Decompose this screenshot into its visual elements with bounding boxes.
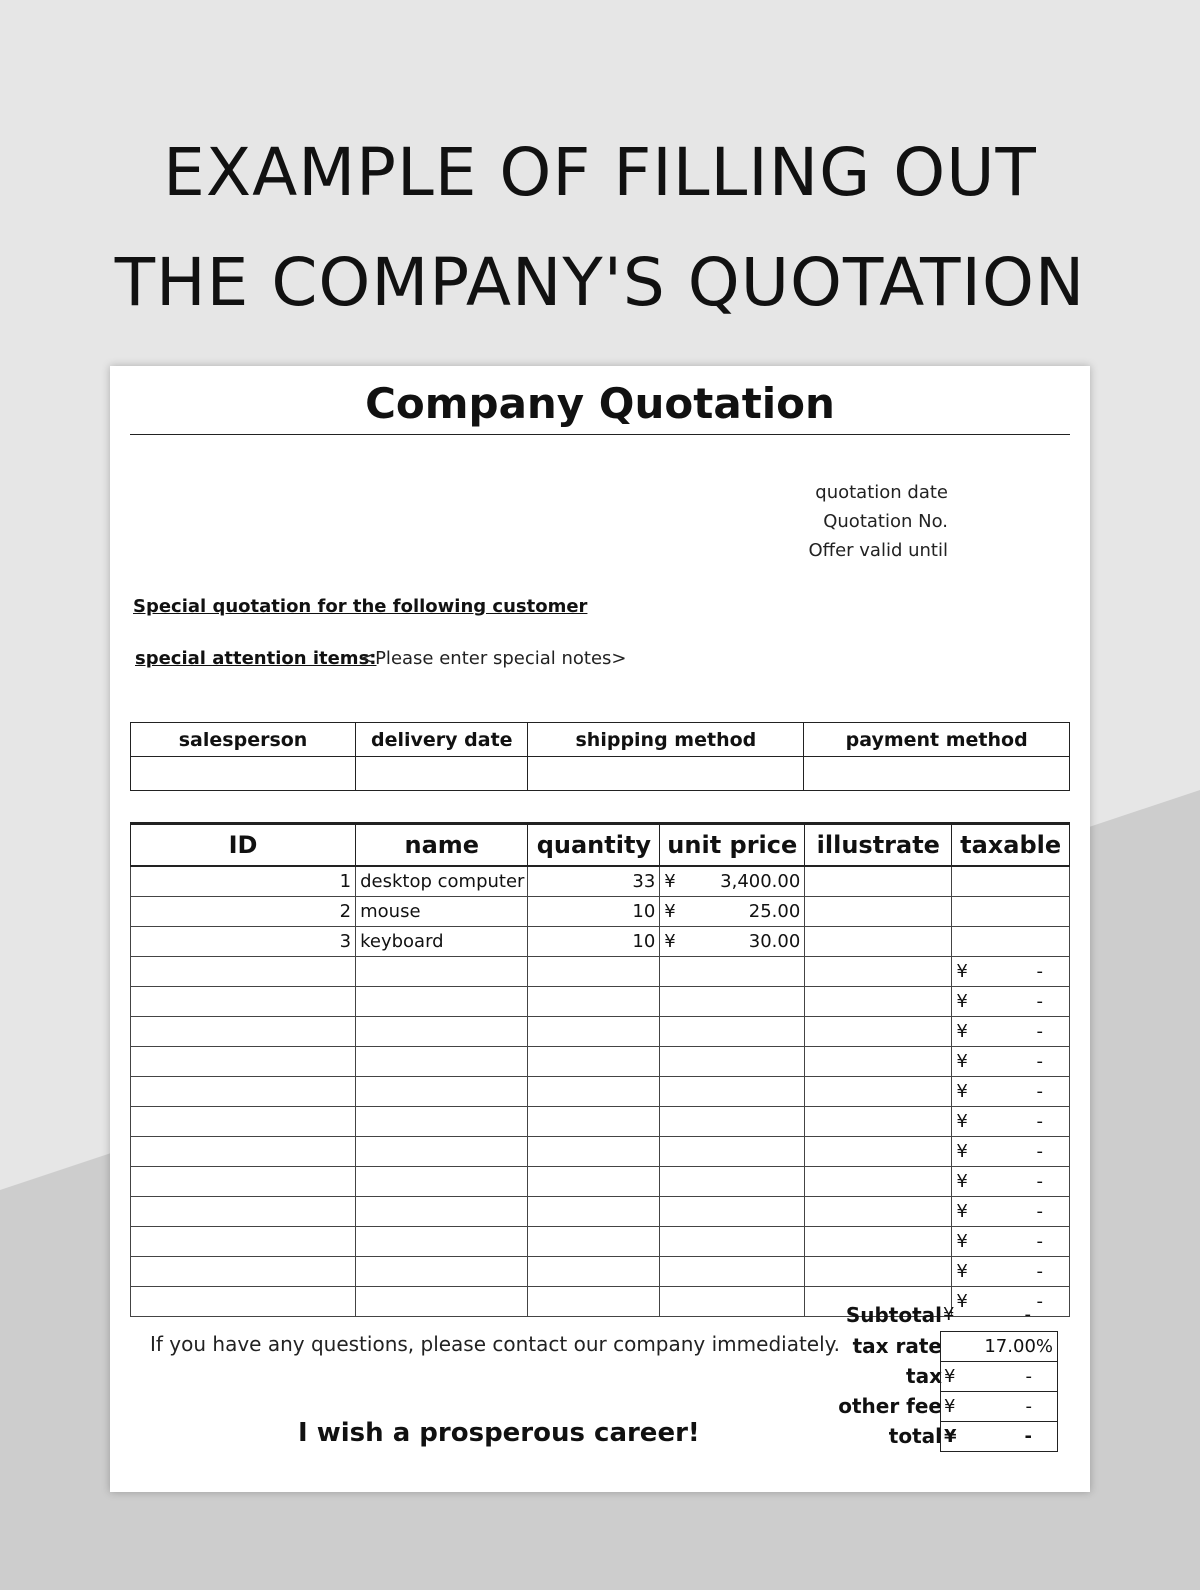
item-name-cell[interactable] [356,1227,528,1257]
taxable-currency: ¥ [956,1141,968,1162]
taxable-currency: ¥ [956,1261,968,1282]
other-fee-currency: ¥ [944,1396,956,1417]
item-illustrate-cell[interactable] [805,897,952,927]
item-illustrate-cell[interactable] [805,1077,952,1107]
unit-price-currency: ¥ [664,931,676,952]
item-name-cell[interactable] [356,1257,528,1287]
other-fee-row [810,1391,1070,1421]
item-id-cell[interactable]: 3 [131,927,356,957]
taxable-money [956,961,1065,982]
taxable-currency: ¥ [956,1021,968,1042]
item-name-cell[interactable] [356,1107,528,1137]
taxable-money [956,1051,1065,1072]
item-taxable-cell[interactable] [952,1197,1070,1227]
table-row [131,866,1070,897]
item-unit-price-cell[interactable] [660,987,805,1017]
taxable-money [956,1111,1065,1132]
document-title: Company Quotation [365,379,835,428]
taxable-value: - [1036,1231,1043,1252]
item-taxable-cell[interactable] [952,1047,1070,1077]
item-quantity-cell[interactable] [528,1137,660,1167]
item-taxable-cell[interactable] [952,957,1070,987]
title-divider [130,434,1070,435]
taxable-currency: ¥ [956,1081,968,1102]
item-name-cell[interactable]: keyboard [356,927,528,957]
tax-label: tax [906,1364,942,1388]
banner-line-1: EXAMPLE OF FILLING OUT [163,134,1037,211]
table-row [131,1107,1070,1137]
item-taxable-cell[interactable] [952,1227,1070,1257]
tax-rate-value-cell[interactable] [940,1331,1058,1362]
item-name-cell[interactable] [356,1167,528,1197]
tax-currency: ¥ [944,1366,956,1387]
taxable-currency: ¥ [956,1111,968,1132]
unit-price-currency: ¥ [664,901,676,922]
table-row [131,957,1070,987]
item-unit-price-cell[interactable] [660,1257,805,1287]
unit-price-money [664,931,800,952]
quotation-no-label: Quotation No. [823,511,948,532]
item-unit-price-cell[interactable] [660,957,805,987]
banner-line-2: THE COMPANY'S QUOTATION [114,244,1086,321]
item-quantity-cell[interactable] [528,1257,660,1287]
item-id-cell[interactable] [131,1077,356,1107]
unit-price-value: 3,400.00 [720,871,801,892]
subtotal-label: Subtotal [845,1303,942,1327]
item-unit-price-cell[interactable] [660,1047,805,1077]
taxable-currency: ¥ [956,961,968,982]
item-name-cell[interactable] [356,1017,528,1047]
taxable-currency: ¥ [956,1171,968,1192]
item-id-cell[interactable]: 2 [131,897,356,927]
item-rows [131,866,1070,1317]
table-row [131,1227,1070,1257]
item-quantity-cell[interactable] [528,1017,660,1047]
item-illustrate-cell[interactable] [805,957,952,987]
taxable-currency: ¥ [956,1291,968,1312]
total-row [810,1421,1070,1451]
item-illustrate-cell[interactable] [805,1107,952,1137]
taxable-currency: ¥ [956,1051,968,1072]
contact-note: If you have any questions, please contact our company immediately. [150,1332,840,1356]
item-illustrate-cell[interactable] [805,1047,952,1077]
item-unit-price-cell[interactable] [660,1017,805,1047]
item-unit-price-cell[interactable] [660,1107,805,1137]
table-row [131,1257,1070,1287]
taxable-money [956,1021,1065,1042]
item-id-cell[interactable] [131,1047,356,1077]
taxable-value: - [1036,1051,1043,1072]
item-name-cell[interactable] [356,1197,528,1227]
unit-price-value: 30.00 [748,931,801,952]
items-table [130,822,1070,1317]
delivery-date-cell[interactable] [356,757,528,791]
item-id-cell[interactable] [131,957,356,987]
closing-wish: I wish a prosperous career! [298,1418,700,1448]
item-name-cell[interactable]: desktop computer [356,866,528,897]
item-id-cell[interactable] [131,1257,356,1287]
tax-rate-row [810,1331,1070,1361]
item-unit-price-cell[interactable] [660,1077,805,1107]
item-quantity-cell[interactable] [528,1227,660,1257]
item-id-cell[interactable] [131,1017,356,1047]
taxable-currency: ¥ [956,991,968,1012]
unit-price-currency: ¥ [664,871,676,892]
name-header: name [356,824,528,867]
item-id-cell[interactable] [131,1227,356,1257]
taxable-money [956,1141,1065,1162]
item-quantity-cell[interactable] [528,1167,660,1197]
item-unit-price-cell[interactable] [660,866,805,897]
item-quantity-cell[interactable]: 10 [528,927,660,957]
tax-rate-label: tax rate [852,1334,942,1358]
taxable-money [956,1261,1065,1282]
table-row [131,927,1070,957]
unit-price-value: 25.00 [748,901,801,922]
table-row [131,1167,1070,1197]
item-id-cell[interactable]: 1 [131,866,356,897]
salesperson-header: salesperson [131,723,356,757]
table-row [131,1197,1070,1227]
delivery-date-header: delivery date [356,723,528,757]
taxable-value: - [1036,1111,1043,1132]
item-name-cell[interactable]: mouse [356,897,528,927]
item-quantity-cell[interactable] [528,1047,660,1077]
tax-value-cell[interactable] [940,1361,1058,1392]
item-unit-price-cell[interactable] [660,1227,805,1257]
taxable-value: - [1036,1261,1043,1282]
item-name-cell[interactable] [356,1287,528,1317]
banner-title [0,118,1200,338]
taxable-value: - [1036,1081,1043,1102]
item-taxable-cell[interactable] [952,1257,1070,1287]
table-row [131,1017,1070,1047]
item-unit-price-cell[interactable] [660,1167,805,1197]
item-id-cell[interactable] [131,1137,356,1167]
item-id-cell[interactable] [131,1287,356,1317]
item-taxable-cell[interactable] [952,1167,1070,1197]
item-taxable-cell[interactable] [952,1017,1070,1047]
item-quantity-cell[interactable] [528,1107,660,1137]
table-row [131,1077,1070,1107]
item-id-cell[interactable] [131,1167,356,1197]
illustrate-header: illustrate [805,824,952,867]
item-unit-price-cell[interactable] [660,927,805,957]
item-unit-price-cell[interactable] [660,1137,805,1167]
taxable-currency: ¥ [956,1231,968,1252]
taxable-value: - [1036,961,1043,982]
item-taxable-cell[interactable] [952,987,1070,1017]
table-row [131,987,1070,1017]
item-taxable-cell[interactable] [952,1107,1070,1137]
total-label: total [888,1424,942,1448]
taxable-value: - [1036,1201,1043,1222]
item-quantity-cell[interactable] [528,1287,660,1317]
taxable-value: - [1036,1291,1043,1312]
item-illustrate-cell[interactable] [805,1227,952,1257]
other-fee-label: other fee [838,1394,942,1418]
shipping-method-header: shipping method [528,723,804,757]
item-id-cell[interactable] [131,1197,356,1227]
tax-rate-value: 17.00% [984,1336,1053,1357]
taxable-money [956,1201,1065,1222]
table-row [131,1137,1070,1167]
item-quantity-cell[interactable] [528,987,660,1017]
item-quantity-cell[interactable]: 33 [528,866,660,897]
unit-price-money [664,901,800,922]
subtotal-currency: ¥ [943,1304,955,1325]
taxable-money [956,991,1065,1012]
item-taxable-cell[interactable] [952,927,1070,957]
item-quantity-cell[interactable] [528,1197,660,1227]
taxable-money [956,1171,1065,1192]
item-illustrate-cell[interactable] [805,1197,952,1227]
taxable-currency: ¥ [956,1201,968,1222]
item-unit-price-cell[interactable] [660,897,805,927]
tax-value: - [1025,1366,1032,1387]
payment-method-cell[interactable] [804,757,1070,791]
item-name-cell[interactable] [356,1077,528,1107]
item-illustrate-cell[interactable] [805,1167,952,1197]
item-illustrate-cell[interactable] [805,1257,952,1287]
item-illustrate-cell[interactable] [805,1017,952,1047]
table-row [131,1047,1070,1077]
item-id-cell[interactable] [131,1107,356,1137]
item-illustrate-cell[interactable] [805,927,952,957]
order-info-table [130,722,1070,791]
customer-heading: Special quotation for the following customer [133,596,588,617]
subtotal-row [810,1300,1070,1330]
item-illustrate-cell[interactable] [805,1137,952,1167]
total-value: - [1024,1426,1032,1447]
subtotal-value: - [1024,1304,1031,1325]
taxable-value: - [1036,1141,1043,1162]
quotation-meta [809,478,948,565]
other-fee-value: - [1025,1396,1032,1417]
item-quantity-cell[interactable]: 10 [528,897,660,927]
taxable-value: - [1036,1021,1043,1042]
offer-valid-label: Offer valid until [808,540,948,561]
item-taxable-cell[interactable] [952,866,1070,897]
item-taxable-cell[interactable] [952,897,1070,927]
item-quantity-cell[interactable] [528,957,660,987]
item-name-cell[interactable] [356,957,528,987]
table-row [131,897,1070,927]
attention-label: special attention items: [135,648,377,669]
quotation-date-label: quotation date [815,482,948,503]
item-name-cell[interactable] [356,987,528,1017]
item-id-cell[interactable] [131,987,356,1017]
unit-price-money [664,871,800,892]
taxable-money [956,1231,1065,1252]
item-quantity-cell[interactable] [528,1077,660,1107]
other-fee-value-cell[interactable] [940,1391,1058,1422]
total-currency: ¥ [944,1426,957,1447]
taxable-value: - [1036,991,1043,1012]
subtotal-value-cell[interactable] [940,1300,1056,1329]
taxable-header: taxable [952,824,1070,867]
item-illustrate-cell[interactable] [805,987,952,1017]
item-taxable-cell[interactable] [952,1137,1070,1167]
total-value-cell[interactable] [940,1421,1058,1452]
taxable-value: - [1036,1171,1043,1192]
item-illustrate-cell[interactable] [805,866,952,897]
id-header: ID [131,824,356,867]
quotation-sheet [110,366,1090,1492]
taxable-money [956,1081,1065,1102]
shipping-method-cell[interactable] [528,757,804,791]
item-unit-price-cell[interactable] [660,1287,805,1317]
unit-price-header: unit price [660,824,805,867]
salesperson-cell[interactable] [131,757,356,791]
item-taxable-cell[interactable] [952,1077,1070,1107]
item-name-cell[interactable] [356,1137,528,1167]
item-unit-price-cell[interactable] [660,1197,805,1227]
item-name-cell[interactable] [356,1047,528,1077]
payment-method-header: payment method [804,723,1070,757]
quantity-header: quantity [528,824,660,867]
attention-notes-field[interactable]: <Please enter special notes> [360,648,627,669]
tax-row [810,1361,1070,1391]
